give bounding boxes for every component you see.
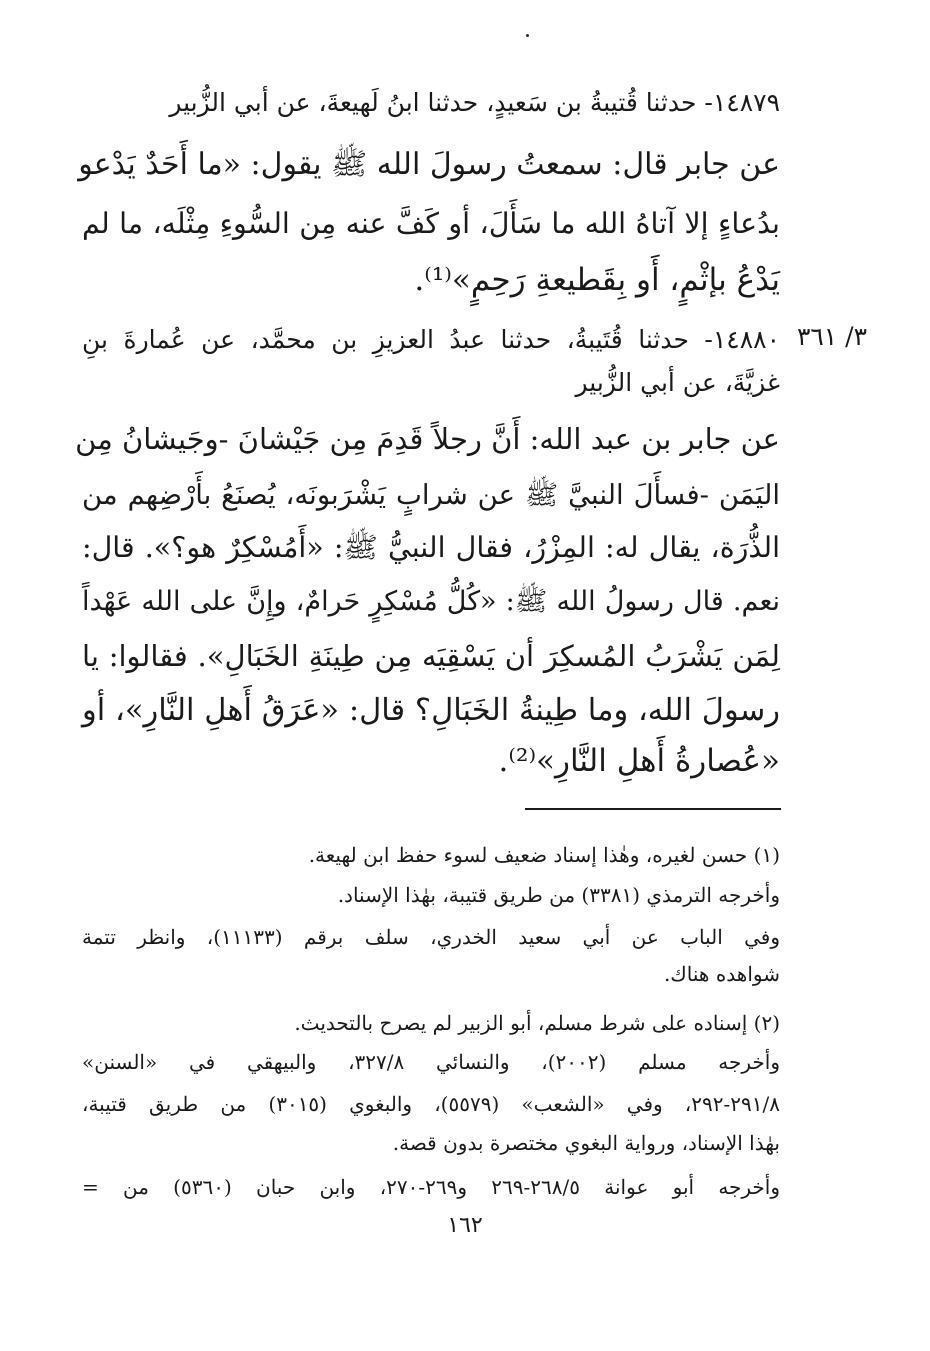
footnote-line-5: (٢) إسناده على شرط مسلم، أبو الزبير لم يصرح بالتحديث. [294, 1011, 780, 1035]
footnote-line-1: (١) حسن لغيره، وهٰذا إسناد ضعيف لسوء حفظ ابن لهيعة. [308, 843, 780, 867]
footnote-line-4: شواهده هناك. [663, 962, 780, 986]
hadith-14880-heading-line-2: غزيَّةَ، عن أبي الزُّبير [575, 368, 780, 397]
hadith-14880-line-4: نعم. قال رسولُ الله ﷺ: «كُلُّ مُسْكِرٍ حَرامٌ، وإِنَّ على الله عَهْداً [82, 586, 780, 617]
page-number: ١٦٢ [447, 1213, 483, 1238]
hadith-14879-heading: ١٤٨٧٩- حدثنا قُتيبةُ بن سَعيدٍ، حدثنا ابنُ لَهيعةَ، عن أبي الزُّبير [169, 88, 780, 117]
footnote-line-3: وفي الباب عن أبي سعيد الخدري، سلف برقم (١١١٣٣)، وانظر تتمة [82, 925, 780, 949]
margin-volume-page-reference: ٣/ ٣٦١ [796, 322, 868, 351]
hadith-14879-line-3: يَدْعُ بإثْمٍ، أَو بِقَطيعةِ رَحِمٍ»⁽¹⁾. [414, 262, 780, 298]
hadith-14880-line-7: «عُصارةُ أَهلِ النَّارِ»⁽²⁾. [498, 743, 780, 779]
hadith-14880-line-3: الذُّرَة، يقال له: المِزْرُ، فقال النبيُّ ﷺ: «أَمُسْكِرٌ هو؟». قال: [82, 531, 780, 564]
footnote-line-9: وأخرجه أبو عوانة ٢٦٨/٥-٢٦٩ و٢٦٩-٢٧٠، وابن حبان (٥٣٦٠) من = [82, 1175, 781, 1199]
footnote-line-8: بهٰذا الإسناد، ورواية البغوي مختصرة بدون قصة. [392, 1131, 780, 1155]
hadith-14880-line-1: عن جابر بن عبد الله: أَنَّ رجلاً قَدِمَ مِن جَيْشانَ -وجَيشانُ مِن [75, 422, 780, 456]
hadith-14880-heading-line-1: ١٤٨٨٠- حدثنا قُتَيبةُ، حدثنا عبدُ العزيزِ بن محمَّد، عن عُمارةَ بنِ [82, 325, 780, 354]
page-speck [526, 34, 529, 37]
hadith-14880-line-2: اليَمَن -فسأَلَ النبيَّ ﷺ عن شرابٍ يَشْرَبونَه، يُصنَعُ بأَرْضِهم من [82, 479, 780, 511]
hadith-14880-line-5: لِمَن يَشْرَبُ المُسكِرَ أن يَسْقِيَه مِن طِينَةِ الخَبَالِ». فقالوا: يا [82, 639, 780, 673]
hadith-14879-line-2: بدُعاءٍ إلا آتاهُ الله ما سَأَلَ، أو كَفَّ عنه مِن السُّوءِ مِثْلَه، ما لم [82, 207, 780, 240]
footnote-line-7: ٢٩١/٨-٢٩٢، وفي «الشعب» (٥٥٧٩)، والبغوي (٣٠١٥) من طريق قتيبة، [82, 1092, 780, 1116]
hadith-14879-line-1: عن جابر قال: سمعتُ رسولَ الله ﷺ يقول: «ما أَحَدٌ يَدْعو [78, 147, 780, 182]
footnote-line-6: وأخرجه مسلم (٢٠٠٢)، والنسائي ٣٢٧/٨، والبيهقي في «السنن» [82, 1050, 780, 1074]
footnote-line-2: وأخرجه الترمذي (٣٣٨١) من طريق قتيبة، بهٰذا الإسناد. [337, 883, 780, 907]
hadith-14880-line-6: رسولَ الله، وما طِينةُ الخَبَالِ؟ قال: «عَرَقُ أَهلِ النَّارِ»، أو [82, 693, 780, 728]
footnote-separator [525, 808, 781, 810]
